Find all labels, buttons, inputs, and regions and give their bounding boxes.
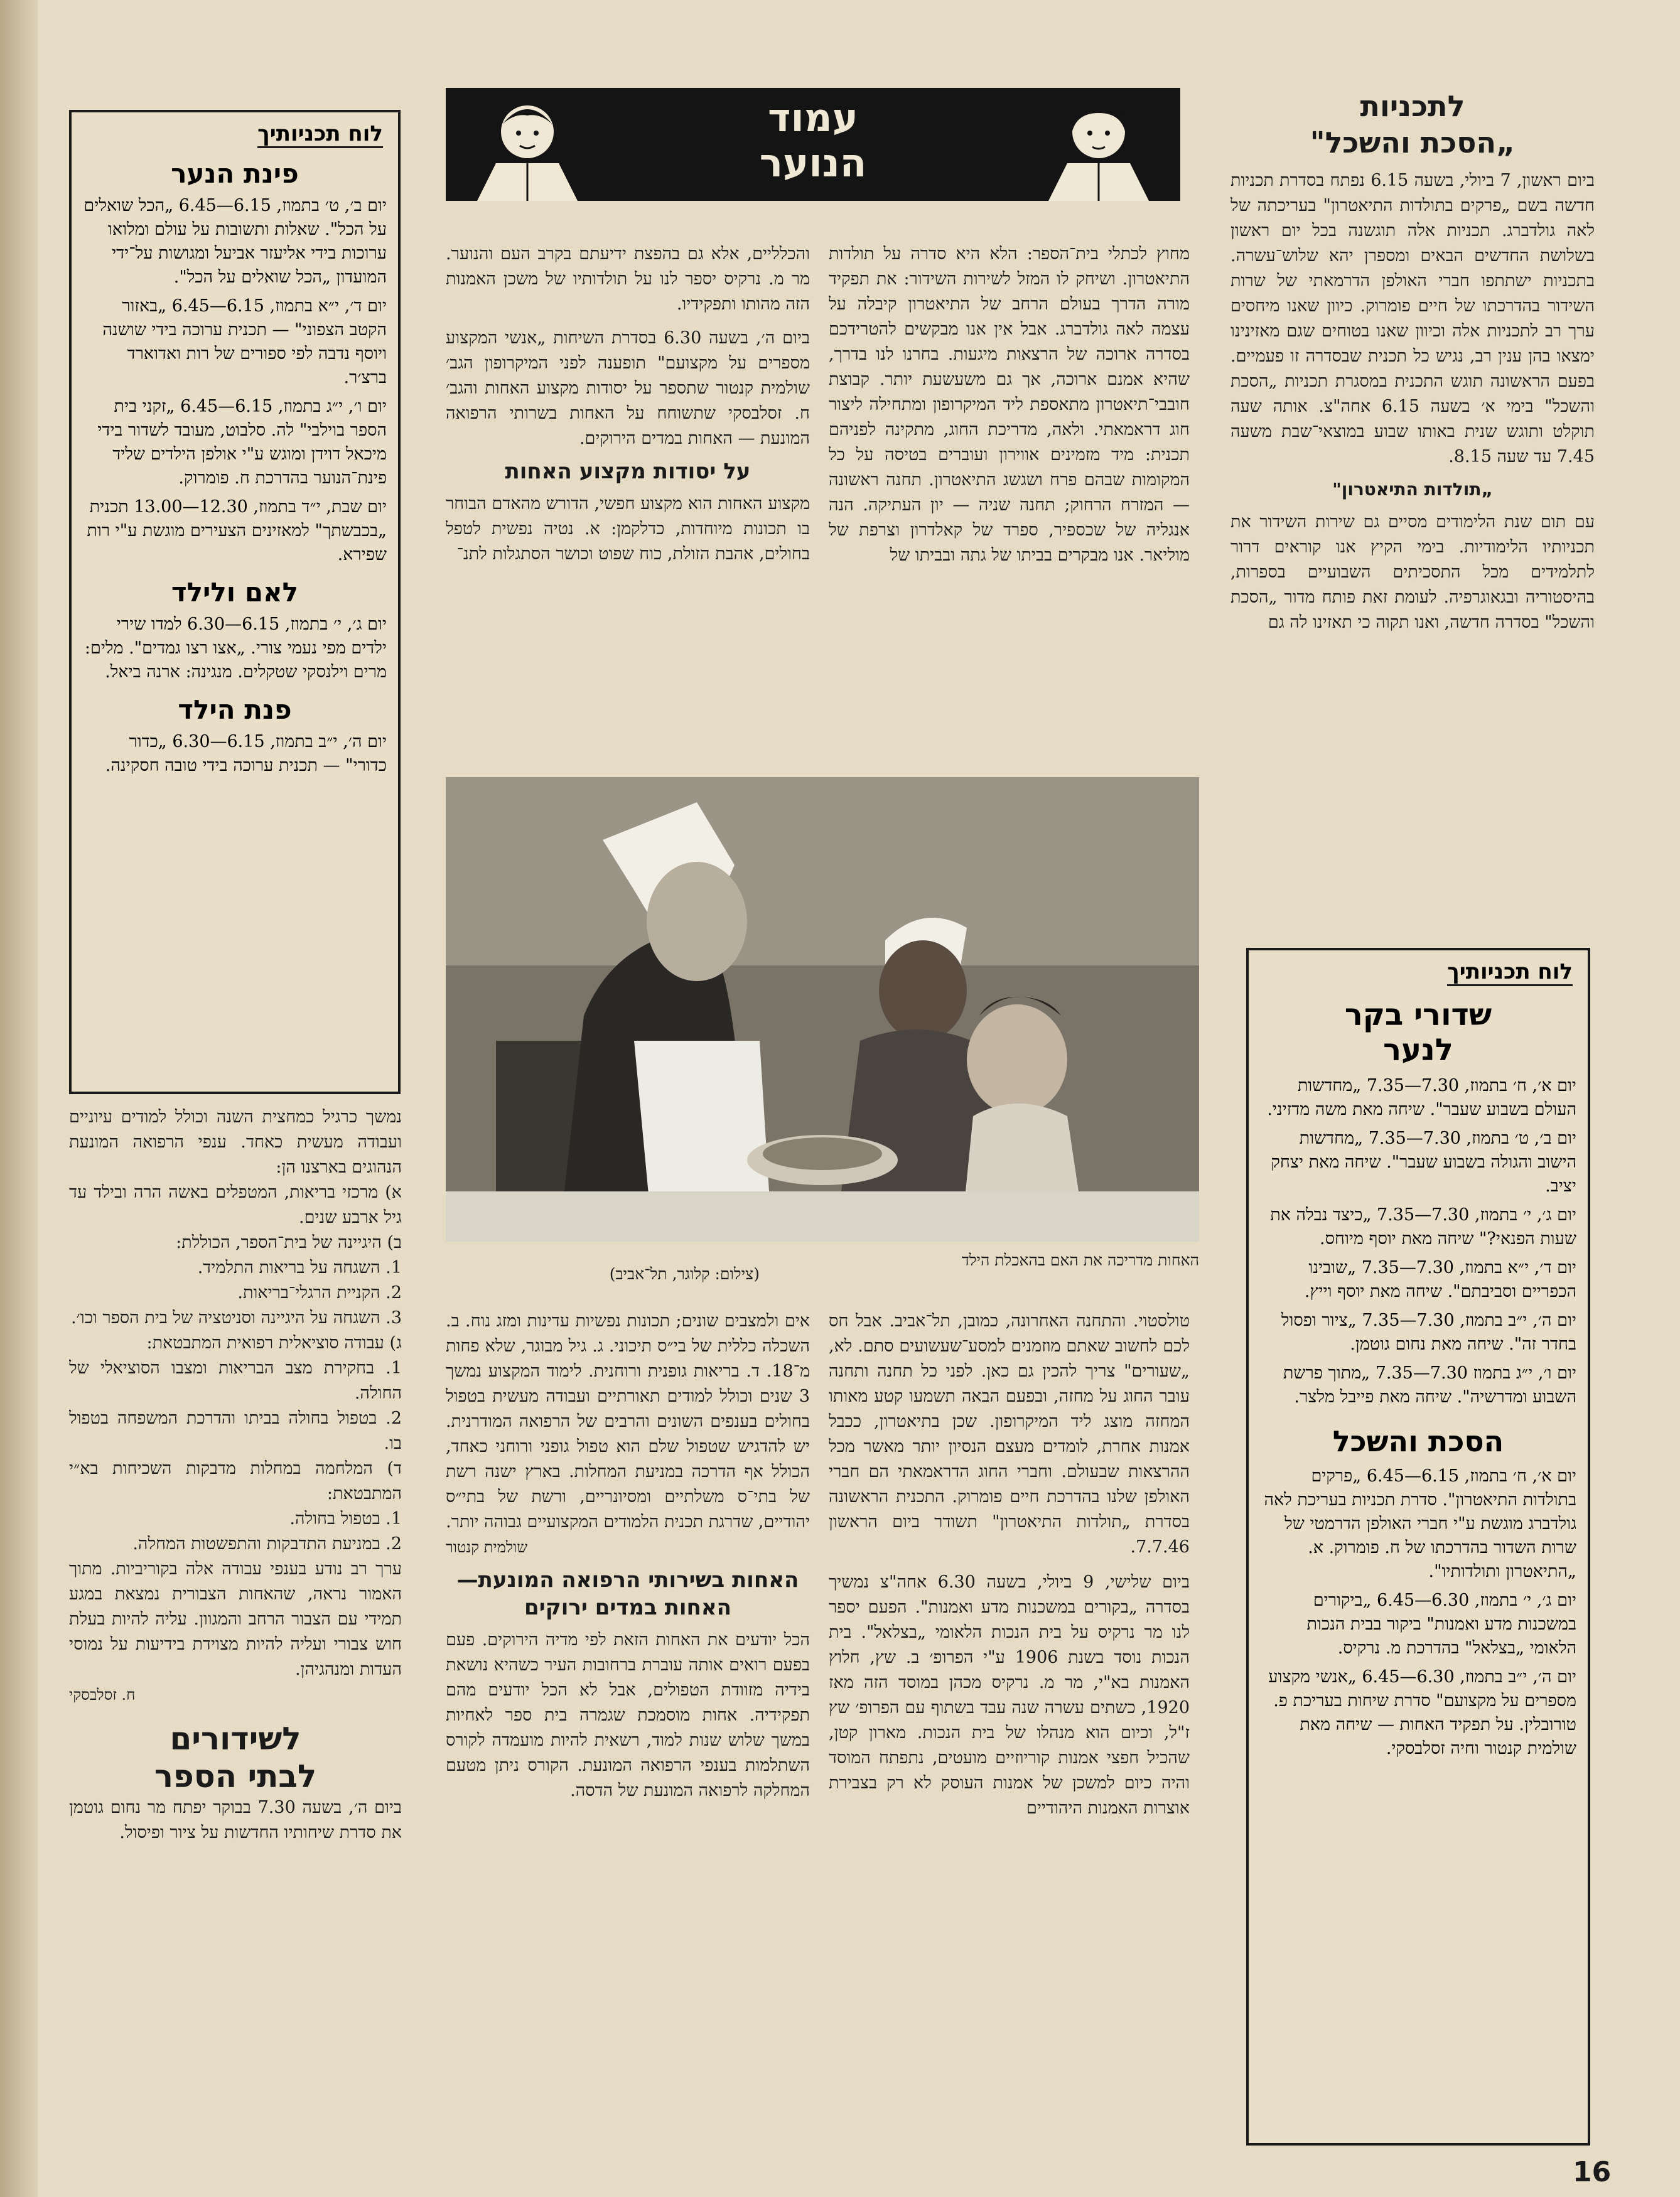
schedule-entry: יום ו׳, י״ג בתמוז 7.30—7.35 „מתוך פרשת השבוע ומדרשיה". שיחה מאת פייבל מלצר.	[1283, 1363, 1576, 1407]
photo-caption: האחות מדריכה את האם בהאכלת הילד	[961, 1251, 1199, 1269]
schedule-entry: יום ה׳, י״ב בתמוז, 6.30—6.45 „אנשי מקצוע מספרים על מקצועם" סדרת שיחות בעריכת פ. טורובלין. על תפקיד האחות — שיחה מאת שולמית קנטור וחיה זסלבסקי.	[1268, 1667, 1576, 1758]
article-text: ביום ראשון, 7 ביולי, בשעה 6.15 נפתח בסדרת תכניות חדשה בשם „פרקים בתולדות התיאטרון" בעריכתה של לאה גולדברג. תכניות אלה תוגשנה בכל יום ראשון בשלושת החדשים הבאים ומספרן יהא שלוש־עשרה. בתכניות ישתתפו חברי האולפן הדרמאתי של שרות השידור בהדרכתו של חיים פומרוק. כיוון שאנו מיחסים ערך רב לתכניות אלה וכיוון שאנו בטוחים שגם מאזינינו ימצאו בהן ענין רב, נגיש כל תכנית שבסדרה זו פעמיים. בפעם הראשונה תוגש התכנית במסגרת תכניות „הסכת והשכל" בימי א׳ בשעה 6.15 אחה"צ. אותה שעה תוקלט ותוגש שנית באותו שבוע במוצאי־שבת משעה 7.45 עד שעה 8.15.	[1230, 171, 1595, 466]
schedule-entry: יום ב׳, ט׳ בתמוז, 6.15—6.45 „הכל שואלים על הכל". שאלות ותשובות על עולם ומלואו ערוכות בידי אליעזר אביעל ומגושות על־ידי המועדון „הכל שואלים על הכל".	[83, 196, 387, 287]
subheading: „תולדות התיאטרון"	[1332, 479, 1493, 500]
schedule-entry: יום ד׳, י״א בתמוז, 7.30—7.35 „שובינו הכפריים וסביבתם". שיחה מאת יוסף וייץ.	[1304, 1258, 1576, 1301]
schedule-list	[72, 194, 398, 567]
headline-line: לתכניות	[1360, 89, 1465, 123]
list-item: ג) עבודה סוציאלית רפואית המתבטאת:	[146, 1333, 402, 1353]
list-item: 1. בטפול בחולה.	[289, 1509, 402, 1528]
schedule-title-line: שדורי בקר	[1344, 997, 1492, 1033]
list-item: 2. במניעת התדבקות והתפשטות המחלה.	[132, 1534, 402, 1554]
schedule-list	[1249, 1074, 1588, 1409]
article-column	[829, 242, 1190, 763]
headline-line: „הסכת והשכל"	[1310, 126, 1516, 159]
subheading: האחות בשירותי הרפואה המונעת— האחות במדים ירוקים	[456, 1567, 799, 1620]
article-text: עם תום שנת הלימודים מסיים גם שירות השידור את תכניותיו הלימודיות. בימי הקיץ אנו קוראים דרור לתלמידים מכל התסכיתים השבועיים בספרות, בהיסטוריה ובגאוגרפיה. לעומת זאת פותח מדור „הסכת והשכל" בסדרה חדשה, ואנו תקוה כי תאזינו לה גם	[1230, 512, 1595, 632]
schedule-entry: יום א׳, ח׳ בתמוז, 7.30—7.35 „מחדשות העולם בשבוע שעבר". שיחה מאת משה מדזיני.	[1267, 1076, 1576, 1119]
schedule-list	[1249, 1464, 1588, 1761]
headline	[1230, 88, 1595, 161]
article-text: ביום ה׳, בשעה 6.30 בסדרת השיחות „אנשי המקצוע מספרים על מקצועם" תופענה לפני המיקרופון הגב׳ שולמית קנטור שתספר על יסודות מקצוע האחות והגב׳ ח. זסלבסקי שתשוחח על האחות בשרותי הרפואה המונעת — האחות במדים הירוקים.	[446, 328, 810, 448]
banner-title-line: עמוד	[768, 95, 858, 141]
article-column	[829, 1309, 1190, 2137]
schedule-entry: יום ג׳, י׳ בתמוז, 6.30—6.45 „ביקורים במשכנות מדע ואמנות" ביקור בבית הנכות הלאומי „בצלאל" בהדרכת מ. נרקיס.	[1306, 1591, 1576, 1658]
headline-line: לבתי הספר	[154, 1758, 317, 1795]
schedule-entry: יום ג׳, י׳ בתמוז, 7.30—7.35 „כיצד נבלה את שעות הפנאי?" שיחה מאת יוסף מיוחס.	[1270, 1205, 1576, 1249]
schedule-title	[1249, 997, 1588, 1068]
schedule-title-line: לנער	[1383, 1033, 1453, 1068]
nurse-feeding-child-image	[446, 777, 1199, 1242]
headline	[69, 1720, 402, 1795]
schedule-entry: יום ג׳, י׳ בתמוז, 6.15—6.30 למדו שירי ילדים מפי נעמי צורי. „אצו רצו גמדים". מלים: מרים וילנסקי שטקלים. מנגינה: ארנה ביאל.	[84, 615, 387, 682]
schedule-entry: יום שבת, י״ד בתמוז, 12.30—13.00 תכנית „בכבשתך" למאזינים הצעירים מוגשת ע"י רות שפירא.	[87, 497, 387, 564]
article-column	[1230, 88, 1595, 923]
schedule-entry: יום ה׳, י״ב בתמוז, 6.15—6.30 „כדור כדורי" — תכנית ערוכה בידי טובה חסקינה.	[105, 732, 387, 775]
author-signature: ח. זסלבסקי	[69, 1686, 136, 1704]
article-text: והכלליים, אלא גם בהפצת ידיעתם בקרב העם והנוער. מר מ. נרקיס יספר לנו על תולדותיו של משכן האמנות הזה מהותו ותפקידיו.	[446, 244, 810, 314]
page-spine-shadow	[0, 0, 38, 2197]
author-signature: שולמית קנטור	[446, 1539, 528, 1556]
article-text: אים ולמצבים שונים; תכונות נפשיות עדינות ומזג נוח. ב. השכלה כללית של בי״ס תיכוני. ג. גיל מבוגר, שלא פחות מ־18. ד. בריאות גופנית ורוחנית. לימוד המקצוע נמשך 3 שנים וכולל למודים תאורתיים ועבודה מעשית בטפול בחולים בענפים השונים והרבים של הרפואה המודרנית. יש להדגיש שטפול שלם הוא טפול גופני ורוחני כאחד, הכולל אף הדרכה במניעת המחלות. בארץ ישנה רשת של בתי־ס משלתיים ומסיונריים, ורשת של בתי״ס יהודיים, שדרגת תכנית הלמודים המקצועיים גבוהה יותר.	[446, 1311, 810, 1532]
schedule-entry: יום ה׳, י״ב בתמוז, 7.30—7.35 „ציור ופסול בחדר זה". שיחה מאת נחום גוטמן.	[1281, 1311, 1576, 1354]
schedule-entry: יום א׳, ח׳ בתמוז, 6.15—6.45 „פרקים בתולדות התיאטרון". סדרת תכניות בעריכת לאה גולדברג מוגשת ע"י חברי האולפן הדרמטי של שרות השדור בהדרכתו של ח. פומרוק. א. „התיאטרון ותולדותיו".	[1264, 1466, 1576, 1581]
article-text: הכל יודעים את האחות הזאת לפי מדיה הירוקים. פעם בפעם רואים אותה עוברת ברחובות העיר כשהיא נושאת בידיה מזוודת הטפולים, אבל לא הכל יודעים מהם תפקידיה. אחות מוסמכת שגמרה בית ספר לאחיות במשך שלוש שנות למוד, רשאית להיות מועמדה לקורס השתלמות בענפי הרפואה המונעת. הקורס ניתן מטעם המחלקה לרפואה המונעת של הדסה.	[446, 1630, 810, 1800]
list-item: ד) המלחמה במחלות מדבקות השכיחות בא״י המתבטאת:	[69, 1459, 402, 1503]
article-text: מקצוע האחות הוא מקצוע חפשי, הדורש מהאדם הבוחר בו תכונות מיוחדות, כדלקמן: א. נטיה נפשית לטפל בחולים, אהבת הזולת, כוח שפוט וכושר הסתגלות לתנ־	[446, 494, 810, 564]
schedule-entry: יום ב׳, ט׳ בתמוז, 7.30—7.35 „מחדשות הישוב והגולה בשבוע שעבר". שיחה מאת יצחק יציב.	[1271, 1129, 1576, 1196]
section-title: לאם ולילד	[171, 577, 299, 608]
schedule-box-right	[1246, 948, 1590, 2146]
list-item: 1. השגחה על בריאות התלמיד.	[197, 1258, 402, 1277]
article-column	[446, 1309, 810, 2137]
subheading: על יסודות מקצוע האחות	[505, 459, 751, 484]
article-text: ערך רב נודע בענפי עבודה אלה בקוריביות. מתוך האמור נראה, שהאחות הצבורית נמצאת במגע תמידי עם הצבור הרחב והמגוון. עליה להיות בעלת חוש צבורי ועליה להיות מצוידת בידיעות על נמוסי העדות ומנהגיהן.	[69, 1559, 402, 1679]
schedule-label: לוח תכניותיך	[257, 121, 383, 148]
headline-line: לשידורים	[170, 1721, 301, 1757]
youth-page-banner	[446, 88, 1180, 201]
list-item: 3. השגחה על היגיינה וסניטציה של בית הספר וכו׳.	[70, 1308, 402, 1328]
list-item: 2. בטפול בחולה בביתו והדרכת המשפחה בטפול בו.	[69, 1409, 402, 1453]
section-title: פינת הנער	[171, 158, 299, 189]
schedule-box-left	[69, 110, 401, 1094]
article-text: ביום שלישי, 9 ביולי, בשעה 6.30 אחה"צ נמשיך בסדרה „בקורים במשכנות מדע ואמנות". הפעם יספר לנו מר נרקיס על בית הנכות הלאומי „בצלאל". בית הנכות נוסד בשנת 1906 ע"י הפרופ׳ ב. שץ, חלוץ האמנות בא"י, מר מ. נרקיס מכהן במוסד הזה מאז 1920, כשתים עשרה שנה עבד בשתוף עם הפרופ׳ שץ ז"ל, וכיום הוא מנהלו של בית הנכות. מארון קטן, שהכיל חפצי אמנות קוריוזיים מועטים, נתפתח המוסד והיה כיום למשכן של אמנות העוסק לא רק בצבירת אוצרות האמנות היהודיים	[829, 1572, 1190, 1818]
schedule-label: לוח תכניותיך	[1447, 959, 1573, 986]
list-item: א) מרכזי בריאות, המטפלים באשה הרה ובילד עד גיל ארבע שנים.	[69, 1183, 402, 1227]
list-item: 1. בחקירת מצב הבריאות ומצבו הסוציאלי של החולה.	[69, 1358, 402, 1403]
article-column	[446, 242, 810, 763]
article-column	[69, 1105, 402, 2122]
article-text: טולסטוי. והתחנה האחרונה, כמובן, תל־אביב. אבל חס לכם לחשוב שאתם מוזמנים למסע־שעשועים סתם. לא, „שעורים" צריך להכין גם כאן. לפני כל תחנה ותחנה עובר החוג על מחזה, ובפעם הבאה תשמעו קטע מאותו המחזה מוצג ליד המיקרופון. שכן בתיאטרון, ככבל אמנות אחרת, לומדים מעצם הנסיון יותר מאשר מכל ההרצאות שבעולם. וחברי החוג הדראמאתי הם חברי האולפן שלנו בהדרכת חיים פומרוק. התכנית הראשונה בסדרת „תולדות התיאטרון" תשודר ביום הראשון 7.7.46.	[829, 1311, 1190, 1557]
section-title: הסכת והשכל	[1332, 1424, 1504, 1458]
girl-reading-illustration	[1030, 88, 1168, 201]
list-item: 2. הקניית הרגלי־בריאות.	[237, 1283, 402, 1303]
schedule-entry: יום ו׳, י״ג בתמוז, 6.15—6.45 „זקני בית הספר בוילבי" לה. סלבוט, מעובד לשדור בידי מיכאל דוידן ומוגש ע"י אולפן הילדים שליד פינת־הנוער בהדרכת ח. פומרוק.	[97, 397, 387, 488]
article-text: מחוץ לכתלי בית־הספר: הלא היא סדרה על תולדות התיאטרון. ושיחק לו המזל לשירות השידור: את תפקיד מורה הדרך בעולם הרחב של התיאטרון קיבלה על עצמה לאה גולדברג. אבל אין אנו מבקשים להטרידכם בסדרה ארוכה של הרצאות מיגעות. בחרנו לנו בדרך, שהיא אמנם ארוכה, אך גם משעשעת יותר. קבוצת חובבי־תיאטרון מתאספת ליד המיקרופון ומתחילה ליצור חוג דראמאתי. ולאה, מדריכת החוג, מתקינה לפניהם תכנית: מיד מזמינים אווירון ועוברים בטיסה על כל המקומות שבהם פרח ושגשג התיאטרון. תחנה ראשונה — המזרח הרחוק; תחנה שניה — יון העתיקה. הנה אנגליה של שכספיר, ספרד של קאלדרון וצרפת של מוליאר. אנו מבקרים בביתו של גתה ובביתו של	[829, 244, 1190, 565]
article-text: ביום ה׳, בשעה 7.30 בבוקר יפתח מר נחום גוטמן את סדרת שיחותיו החדשות על ציור ופיסול.	[69, 1798, 402, 1842]
schedule-entry: יום ד׳, י״א בתמוז, 6.15—6.45 „באזור הקטב הצפוני" — תכנית ערוכה בידי שושנה ויוסף נדבה לפי ספורים של רות ואדוארד ברצ׳ר.	[102, 296, 387, 387]
article-text: נמשך כרגיל כמחצית השנה וכולל למודים עיוניים ועבודה מעשית כאחד. ענפי הרפואה המונעת הנהוגים בארצנו הן:	[69, 1107, 402, 1177]
page-number: 16	[1573, 2156, 1612, 2188]
photo-credit: (צילום: קלוגר, תל־אביב)	[609, 1265, 760, 1283]
list-item: ב) היגיינה של בית־הספר, הכוללת:	[176, 1233, 402, 1252]
section-title: פנת הילד	[178, 694, 292, 725]
banner-title-line: הנוער	[759, 140, 867, 186]
nurse-photo	[446, 777, 1199, 1242]
